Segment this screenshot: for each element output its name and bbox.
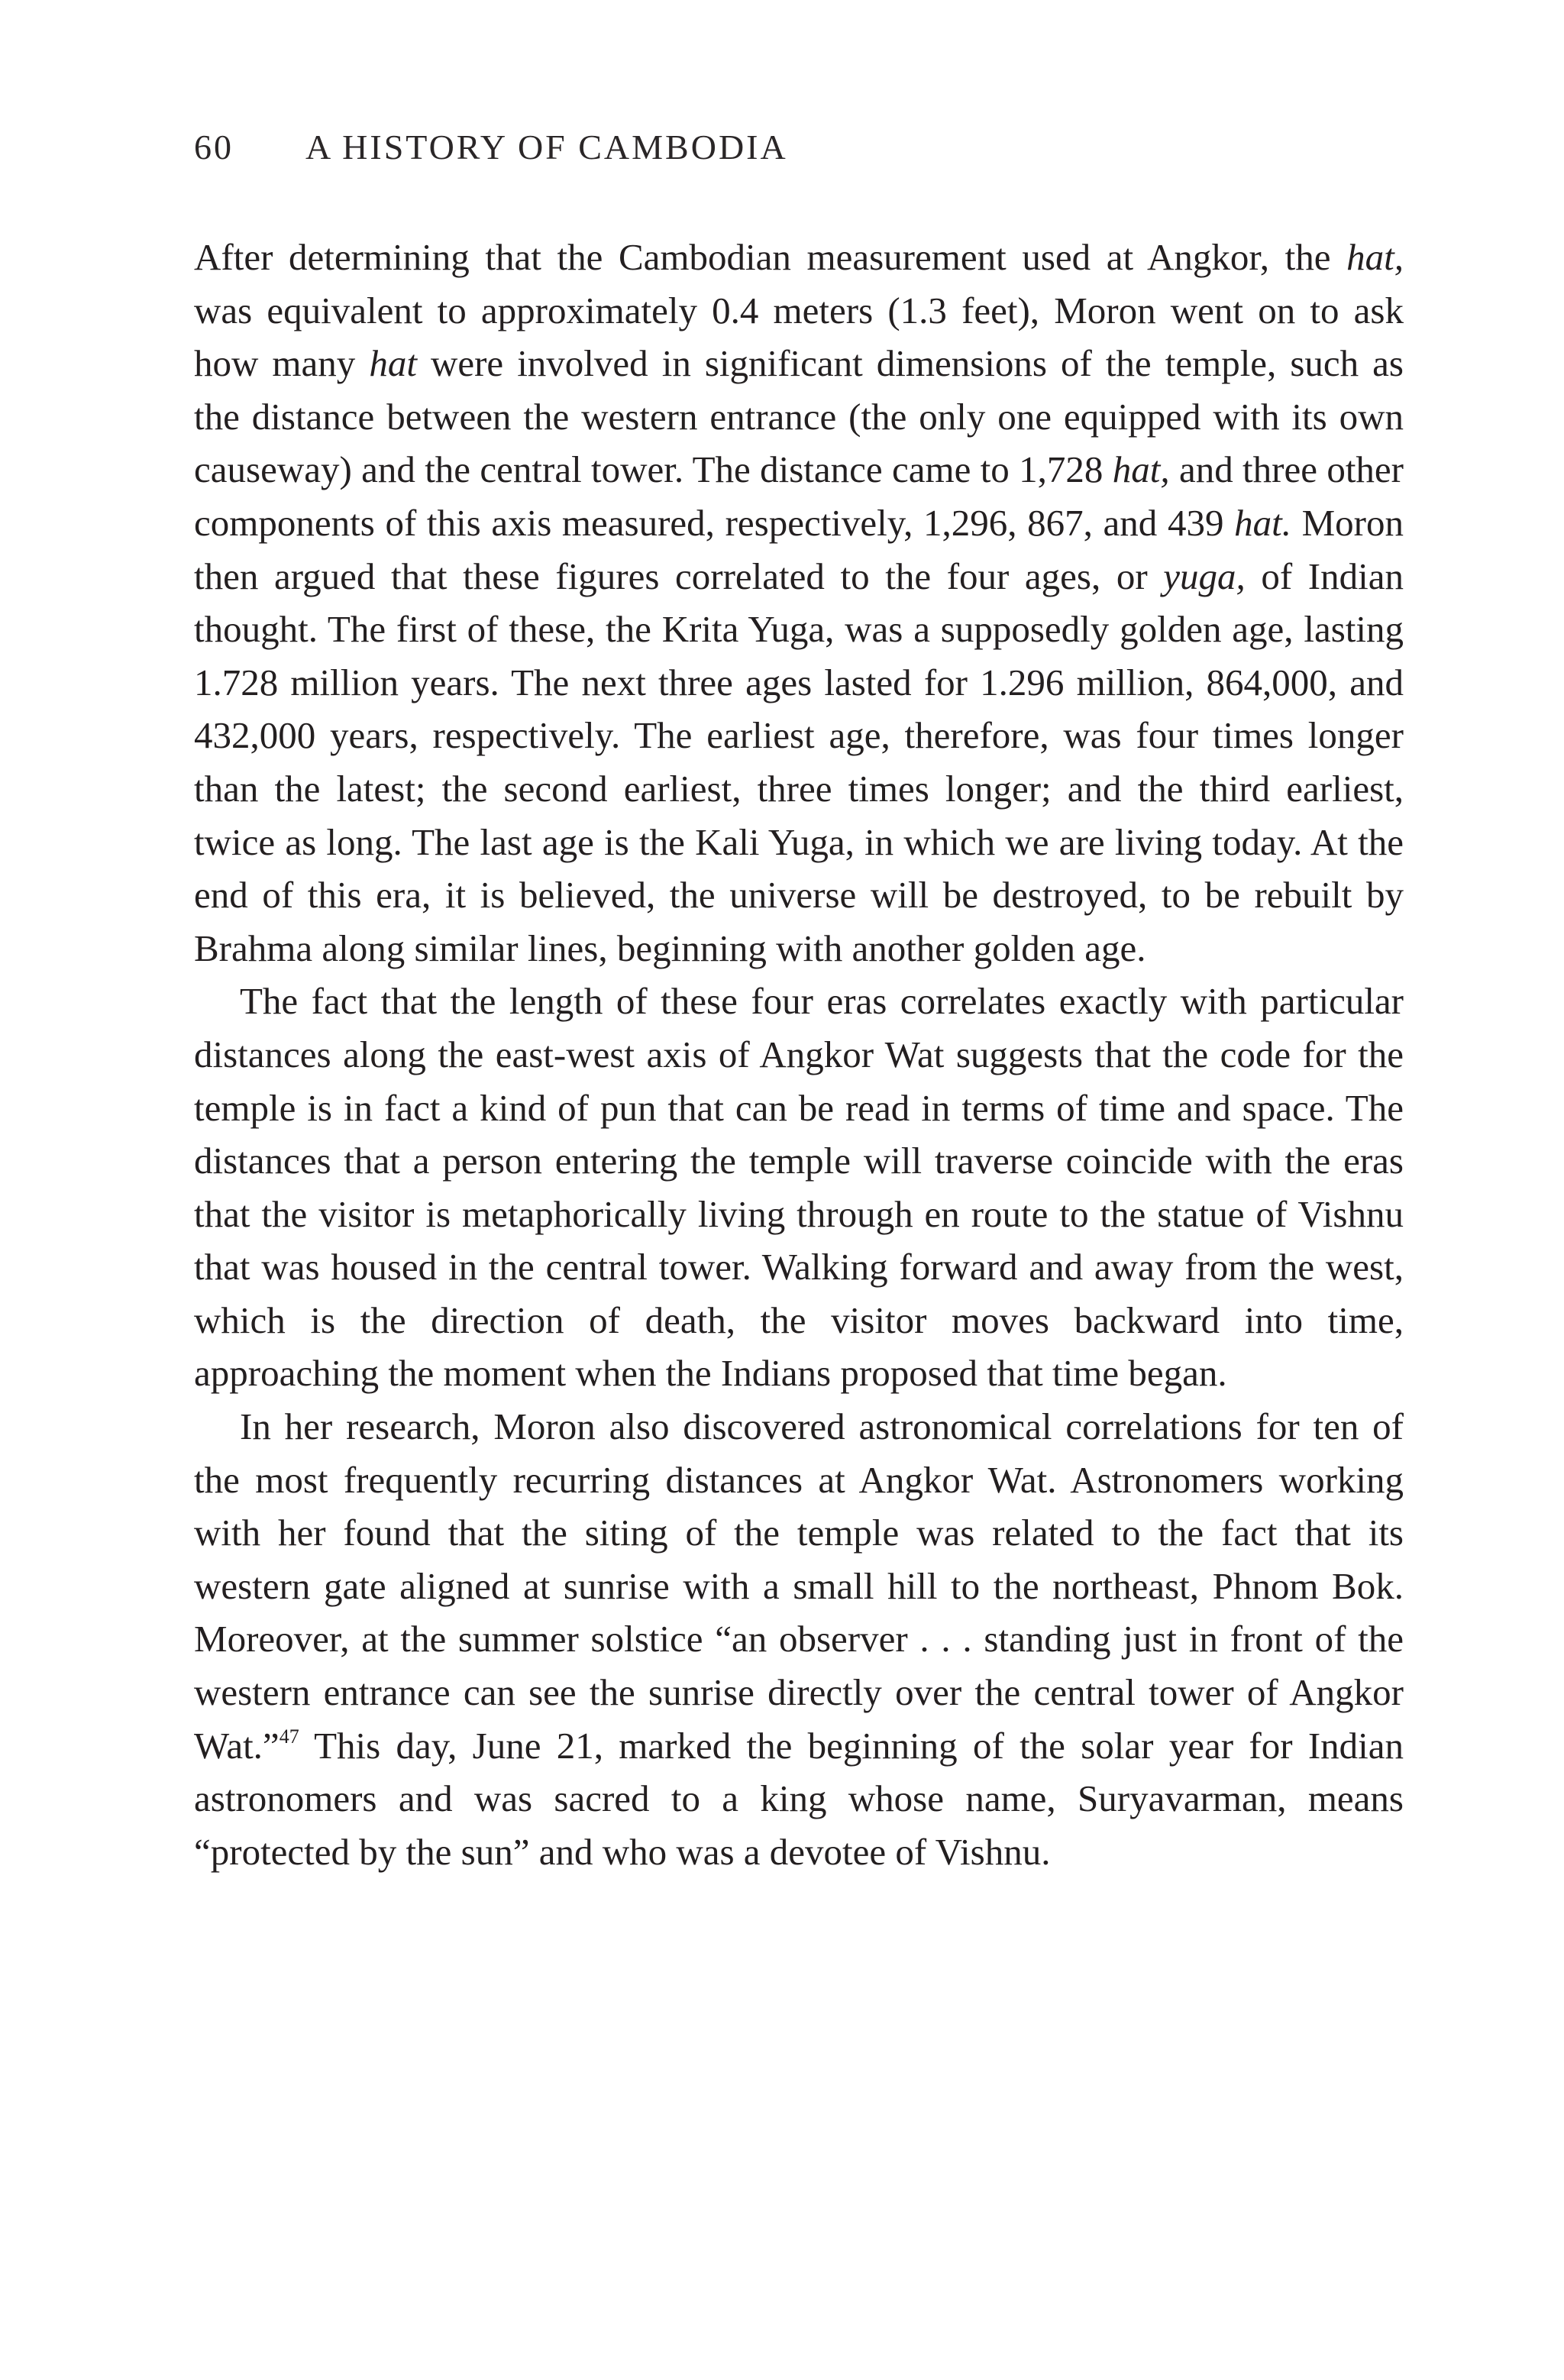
paragraph-2 (194, 975, 1404, 1400)
italic-term: yuga, (1163, 555, 1246, 597)
page-number: 60 (194, 128, 234, 167)
footnote-ref: 47 (279, 1725, 299, 1748)
italic-term: hat. (1234, 501, 1291, 544)
paragraph-3 (194, 1400, 1404, 1878)
text-run: and three other components of this axis measured, respectively, 1,296, 867, and 439 (194, 448, 1404, 544)
body-text (194, 231, 1404, 1878)
text-run: was equivalent to approximately 0.4 meters (1.3 feet), Moron went on to ask how many (194, 289, 1404, 385)
text-run: of Indian thought. The first of these, the Krita Yuga, was a supposedly golden age, lasting 1.728 million years. The next three ages lasted for 1.296 million, 864,000, and 432,000 years, respectively. The earliest age, therefore, was four times longer than the latest; the second earliest, three times longer; and the third earliest, twice as long. The last age is the Kali Yuga, in which we are living today. At the end of this era, it is believed, the universe will be destroyed, to be rebuilt by Brahma along similar lines, beginning with another golden age. (194, 555, 1404, 969)
text-run: After determining that the Cambodian measurement used at Angkor, the (194, 236, 1347, 278)
book-title: A HISTORY OF CAMBODIA (305, 128, 788, 167)
text-run: This day, June 21, marked the beginning of the solar year for Indian astronomers and was sacred to a king whose name, Suryavarman, means “protected by the sun” and who was a devotee of Vishnu. (194, 1724, 1404, 1873)
italic-term: hat, (1346, 236, 1404, 278)
text-run: In her research, Moron also discovered astronomical correlations for ten of the most frequently recurring distances at Angkor Wat. Astronomers working with her found that the siting of the temple was related to the fact that its western gate aligned at sunrise with a small hill to the northeast, Phnom Bok. Moreover, at the summer solstice “an observer . . . standing just in front of the western entrance can see the sunrise directly over the central tower of Angkor Wat.” (194, 1405, 1404, 1767)
italic-term: hat, (1112, 448, 1170, 491)
text-run: were involved in significant dimensions of the temple, such as the distance between the western entrance (the only one equipped with its own causeway) and the central tower. The distance came to 1,728 (194, 342, 1404, 491)
text-run: The fact that the length of these four eras correlates exactly with particular distances along the east-west axis of Angkor Wat suggests that the code for the temple is in fact a kind of pun that can be read in terms of time and space. The distances that a person entering the temple will traverse coincide with the eras that the visitor is metaphorically living through en route to the statue of Vishnu that was housed in the central tower. Walking forward and away from the west, which is the direction of death, the visitor moves backward into time, approaching the moment when the Indians proposed that time began. (194, 980, 1404, 1395)
paragraph-1 (194, 231, 1404, 975)
italic-term: hat (369, 342, 417, 385)
text-run: Moron then argued that these figures correlated to the four ages, or (194, 501, 1404, 597)
running-head (194, 127, 788, 167)
